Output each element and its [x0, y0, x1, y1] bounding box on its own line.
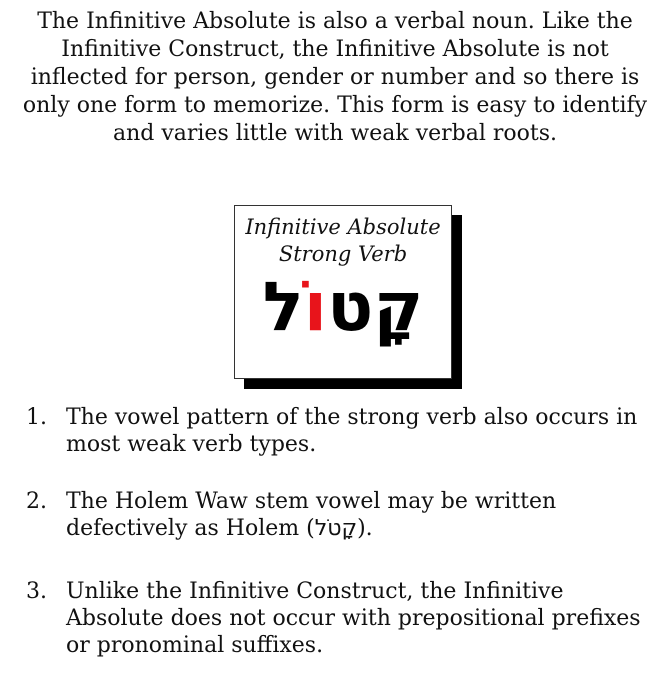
intro-paragraph: The Infinitive Absolute is also a verbal noun. Like the Infinitive Construct, the Infinitive Absolute is not inflected for person, gender or number and so there is only one form to memorize. This form is easy to identify and varies little with weak verbal roots.	[22, 9, 648, 146]
list-item-text-after: ).	[357, 516, 373, 541]
hebrew-paradigm-word	[235, 268, 451, 348]
paradigm-title-line-2: Strong Verb	[278, 242, 408, 266]
list-item	[26, 488, 662, 542]
list-item	[26, 578, 662, 659]
paradigm-box-title	[235, 214, 451, 268]
list-item-number: 1.	[26, 405, 47, 430]
list-item-number: 3.	[26, 579, 47, 604]
list-item-text: Unlike the Infinitive Construct, the Infinitive Absolute does not occur with prepositional prefixes or pronominal suffixes.	[66, 579, 641, 658]
list-item-text-before: The Holem Waw stem vowel may be written defectively as Holem (	[66, 489, 557, 541]
notes-list	[26, 404, 662, 659]
list-item-number: 2.	[26, 489, 47, 514]
paradigm-box	[234, 205, 452, 379]
hebrew-consonants-qamets-tet: קָט	[327, 268, 424, 347]
hebrew-holem-waw: וֹ	[303, 268, 328, 347]
inline-hebrew-defective-form: קָטֹל	[314, 516, 358, 541]
paradigm-title-line-1: Infinitive Absolute	[245, 215, 441, 239]
list-item-text: The vowel pattern of the strong verb also occurs in most weak verb types.	[66, 405, 638, 457]
hebrew-consonant-lamed: ל	[262, 268, 304, 347]
paradigm-box-frame	[234, 205, 452, 379]
list-item	[26, 404, 662, 458]
